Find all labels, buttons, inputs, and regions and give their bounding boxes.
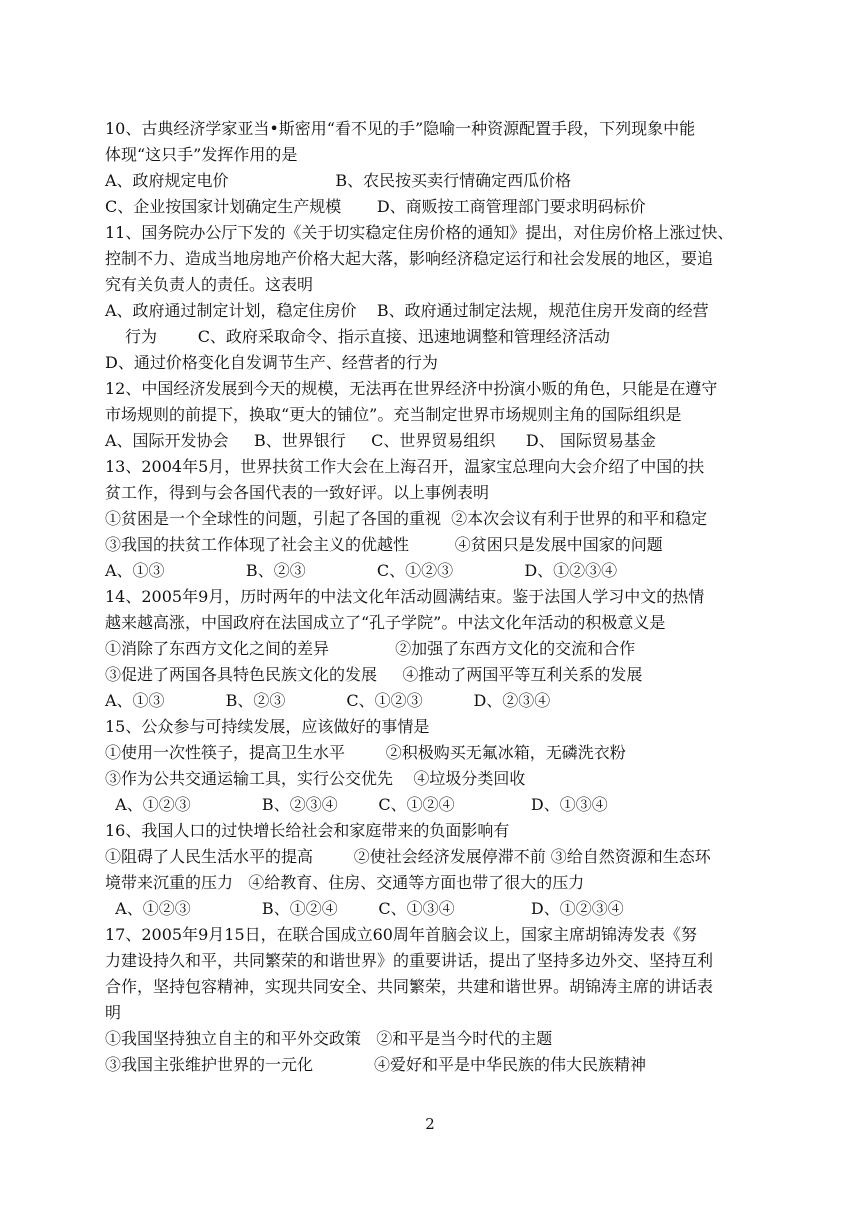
text-line: 14、2005年9月，历时两年的中法文化年活动圆满结束。鉴于法国人学习中文的热情 <box>105 587 705 606</box>
text-line: ③我国的扶贫工作体现了社会主义的优越性 ④贫困只是发展中国家的问题 <box>105 535 663 554</box>
text-line: A、①②③ B、①②④ C、①③④ D、①②③④ <box>105 899 624 918</box>
text-line: 体现“这只手”发挥作用的是 <box>105 145 298 164</box>
text-line: 市场规则的前提下，换取“更大的铺位”。充当制定世界市场规则主角的国际组织是 <box>105 405 682 424</box>
text-line: D、通过价格变化自发调节生产、经营者的行为 <box>105 353 438 372</box>
text-line: A、国际开发协会 B、世界银行 C、世界贸易组织 D、 国际贸易基金 <box>105 431 656 450</box>
text-line: A、政府通过制定计划，稳定住房价 B、政府通过制定法规，规范住房开发商的经营 <box>105 301 709 320</box>
text-line: ③我国主张维护世界的一元化 ④爱好和平是中华民族的伟大民族精神 <box>105 1055 647 1074</box>
text-line: 行为 C、政府采取命令、指示直接、迅速地调整和管理经济活动 <box>125 327 610 346</box>
text-line: 16、我国人口的过快增长给社会和家庭带来的负面影响有 <box>105 821 510 840</box>
text-line: 明 <box>105 1003 122 1022</box>
text-line: 17、2005年9月15日，在联合国成立60周年首脑会议上，国家主席胡锦涛发表《努 <box>105 925 697 944</box>
text-line: 力建设持久和平，共同繁荣的和谐世界》的重要讲话，提出了坚持多边外交、坚持互利 <box>105 951 714 970</box>
text-line: A、①③ B、②③ C、①②③ D、①②③④ <box>105 561 618 580</box>
text-line: 15、公众参与可持续发展，应该做好的事情是 <box>105 717 430 736</box>
page-number: 2 <box>425 1115 435 1133</box>
text-line: 控制不力、造成当地房地产价格大起大落，影响经济稳定运行和社会发展的地区，要追 <box>105 249 714 268</box>
text-line: 越来越高涨，中国政府在法国成立了“孔子学院”。中法文化年活动的积极意义是 <box>105 613 666 632</box>
text-line: C、企业按国家计划确定生产规模 D、商贩按工商管理部门要求明码标价 <box>105 197 646 216</box>
text-line: A、①②③ B、②③④ C、①②④ D、①③④ <box>105 795 608 814</box>
text-line: ①我国坚持独立自主的和平外交政策 ②和平是当今时代的主题 <box>105 1029 553 1048</box>
text-line: ①消除了东西方文化之间的差异 ②加强了东西方文化的交流和合作 <box>105 639 636 658</box>
text-line: 11、国务院办公厅下发的《关于切实稳定住房价格的通知》提出，对住房价格上涨过快、 <box>105 223 734 242</box>
text-line: 10、古典经济学家亚当•斯密用“看不见的手”隐喻一种资源配置手段，下列现象中能 <box>105 119 696 138</box>
text-line: A、①③ B、②③ C、①②③ D、②③④ <box>105 691 551 710</box>
text-line: ①使用一次性筷子，提高卫生水平 ②积极购买无氟冰箱，无磷洗衣粉 <box>105 743 626 762</box>
text-line: 12、中国经济发展到今天的规模，无法再在世界经济中扮演小贩的角色，只能是在遵守 <box>105 379 718 398</box>
text-line: A、政府规定电价 B、农民按买卖行情确定西瓜价格 <box>105 171 572 190</box>
text-line: 究有关负责人的责任。这表明 <box>105 275 314 294</box>
text-line: ①阻碍了人民生活水平的提高 ②使社会经济发展停滞不前 ③给自然资源和生态环 <box>105 847 711 866</box>
text-line: ①贫困是一个全球性的问题，引起了各国的重视 ②本次会议有利于世界的和平和稳定 <box>105 509 708 528</box>
text-line: 贫工作，得到与会各国代表的一致好评。以上事例表明 <box>105 483 490 502</box>
text-line: ③促进了两国各具特色民族文化的发展 ④推动了两国平等互利关系的发展 <box>105 665 643 684</box>
text-line: 13、2004年5月，世界扶贫工作大会在上海召开，温家宝总理向大会介绍了中国的扶 <box>105 457 705 476</box>
text-line: 境带来沉重的压力 ④给教育、住房、交通等方面也带了很大的压力 <box>105 873 585 892</box>
document-body <box>105 116 760 1078</box>
text-line: 合作，坚持包容精神，实现共同安全、共同繁荣，共建和谐世界。胡锦涛主席的讲话表 <box>105 977 714 996</box>
text-line: ③作为公共交通运输工具，实行公交优先 ④垃圾分类回收 <box>105 769 526 788</box>
